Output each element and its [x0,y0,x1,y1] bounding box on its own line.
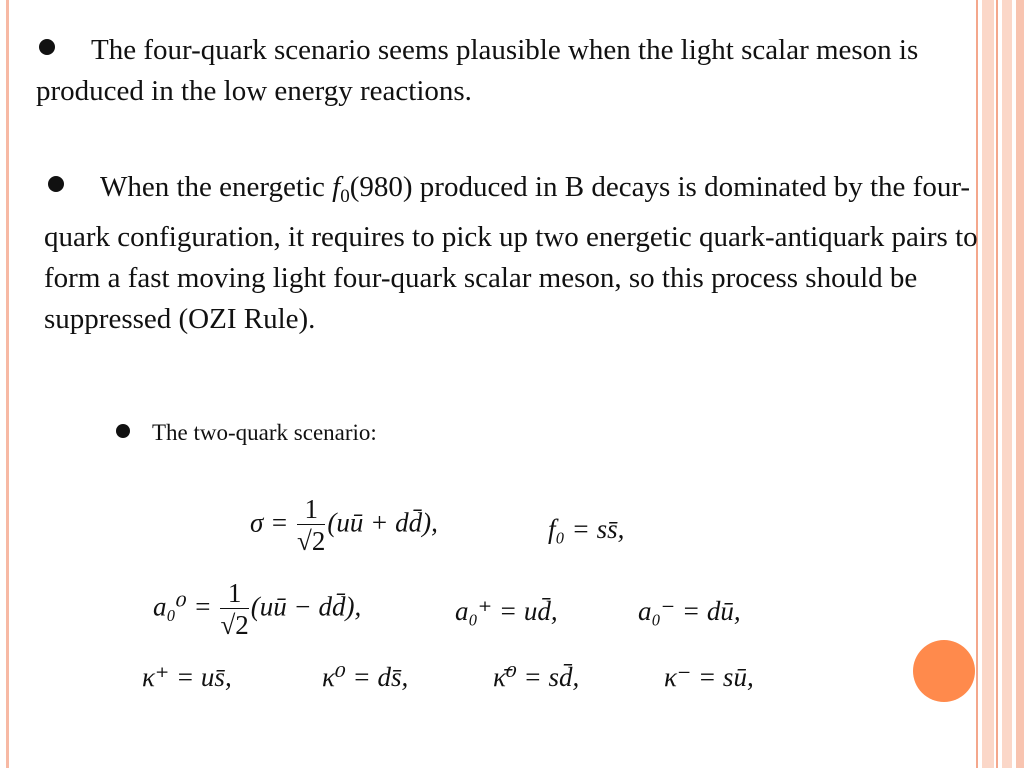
f0-equation-text: f₀ = ss̄, [548,514,625,544]
bullet-icon [39,39,55,55]
a00-rhs: (uū − dd̄), [250,591,362,622]
sigma-lhs: σ = [250,507,296,538]
f-symbol: f [332,171,341,203]
right-decoration [976,0,1024,768]
a00-lhs: a₀⁰ = [153,591,219,622]
equation-kappa-zero-bar [493,662,579,693]
kappa-minus-text: κ⁻ = sū, [664,662,754,692]
f-subscript: 0 [340,186,350,207]
numerator: 1 [220,578,248,609]
stripe [976,0,978,768]
denominator: √2 [297,526,326,556]
a0-plus-text: a₀⁺ = ud̄, [455,596,558,626]
paragraph-text: The four-quark scenario seems plausible when the light scalar meson is produced in the low energy reactions. [36,34,919,107]
kappa-zero-text: κ⁰ = ds̄, [322,662,409,692]
stripe [1016,0,1024,768]
equation-kappa-minus [664,662,754,693]
left-border-line [6,0,9,768]
a0-minus-text: a₀⁻ = dū, [638,596,741,626]
fraction [220,578,248,641]
paragraph-text: The two-quark scenario: [152,420,377,445]
equation-kappa-plus [142,662,232,693]
paragraph-two-quark [116,418,377,448]
kappa-zero-bar-text: κ̄⁰ = sd̄, [493,662,580,692]
equation-sigma [250,494,438,557]
paragraph-energetic-f0 [44,167,984,340]
paragraph-text-end: (980) produced in B decays is dominated by the four-quark configuration, it requires to pick up two energetic quark-antiquark pairs to form a fast moving light four-quark scalar meson, so this process should be suppressed (OZI Rule). [44,171,978,335]
paragraph-text-start: When the energetic [100,171,333,203]
fraction [297,494,325,557]
equation-a00 [153,578,361,641]
equation-a0-minus [638,596,741,627]
stripe [996,0,998,768]
paragraph-four-quark [36,30,956,112]
bullet-icon [116,424,130,438]
sigma-rhs: (uū + dd̄), [327,507,438,538]
stripe [982,0,994,768]
kappa-plus-text: κ⁺ = us̄, [142,662,232,692]
equation-a0-plus [455,596,558,627]
orange-circle-decoration [913,640,975,702]
equation-kappa-zero [322,662,408,693]
stripe [1002,0,1012,768]
equation-f0 [548,514,624,545]
bullet-icon [48,176,64,192]
denominator: √2 [220,610,249,640]
numerator: 1 [297,494,325,525]
